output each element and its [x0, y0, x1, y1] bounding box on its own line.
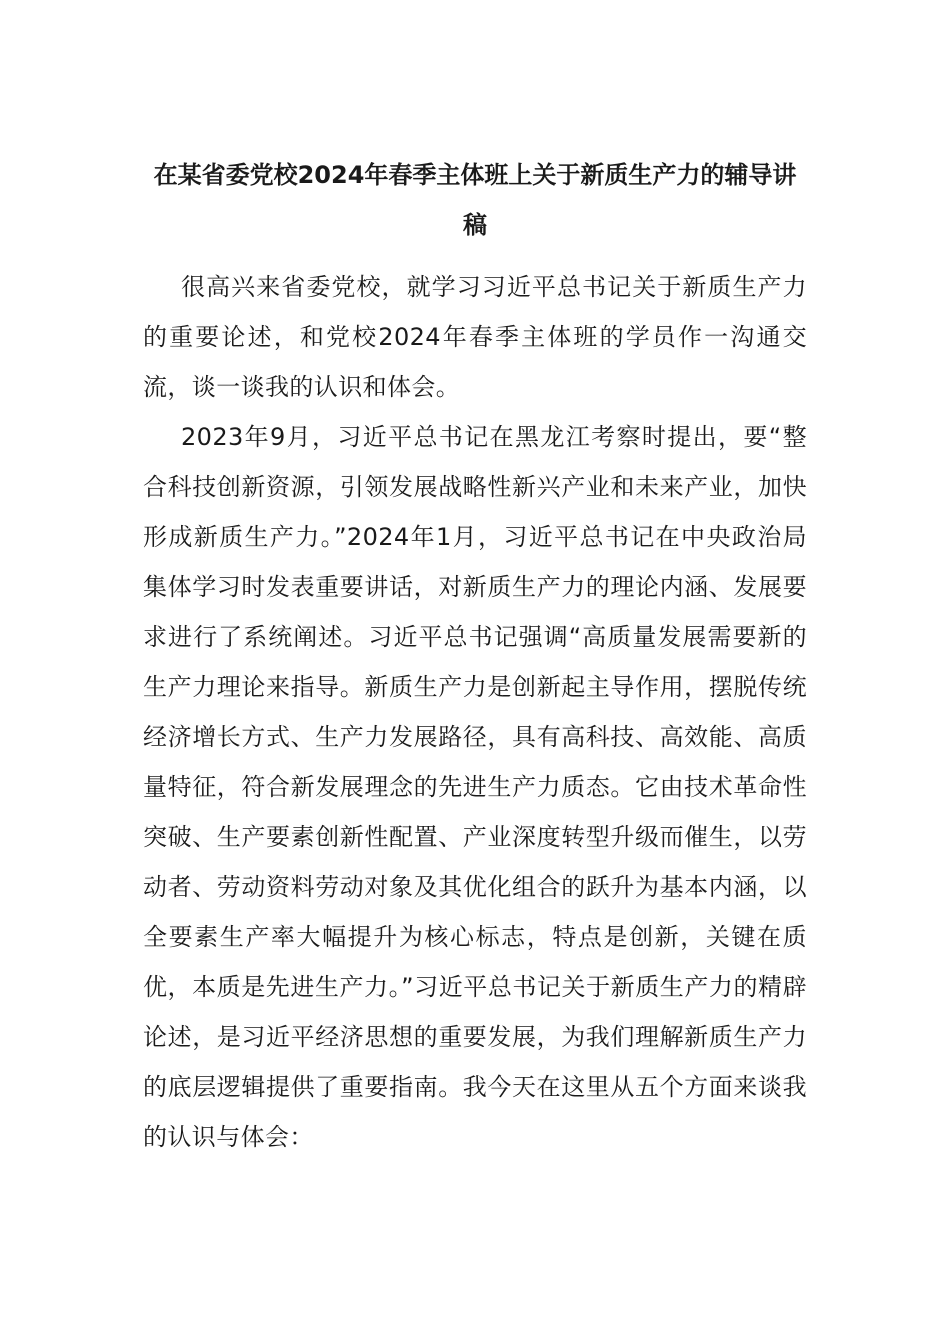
document-title: 在某省委党校2024年春季主体班上关于新质生产力的辅导讲稿 [153, 161, 797, 239]
paragraph-background [143, 412, 807, 1162]
paragraph-intro [143, 262, 807, 412]
paragraph-text: 很高兴来省委党校，就学习习近平总书记关于新质生产力的重要论述，和党校2024年春季主体班的学员作一沟通交流，谈一谈我的认识和体会。 [143, 273, 807, 401]
paragraph-text: 2023年9月，习近平总书记在黑龙江考察时提出，要“整合科技创新资源，引领发展战略性新兴产业和未来产业，加快形成新质生产力。”2024年1月，习近平总书记在中央政治局集体学习时发表重要讲话，对新质生产力的理论内涵、发展要求进行了系统阐述。习近平总书记强调“高质量发展需要新的生产力理论来指导。新质生产力是创新起主导作用，摆脱传统经济增长方式、生产力发展路径，具有高科技、高效能、高质量特征，符合新发展理念的先进生产力质态。它由技术革命性突破、生产要素创新性配置、产业深度转型升级而催生，以劳动者、劳动资料劳动对象及其优化组合的跃升为基本内涵，以全要素生产率大幅提升为核心标志，特点是创新，关键在质优，本质是先进生产力。”习近平总书记关于新质生产力的精辟论述，是习近平经济思想的重要发展，为我们理解新质生产力的底层逻辑提供了重要指南。我今天在这里从五个方面来谈我的认识与体会： [143, 423, 807, 1151]
